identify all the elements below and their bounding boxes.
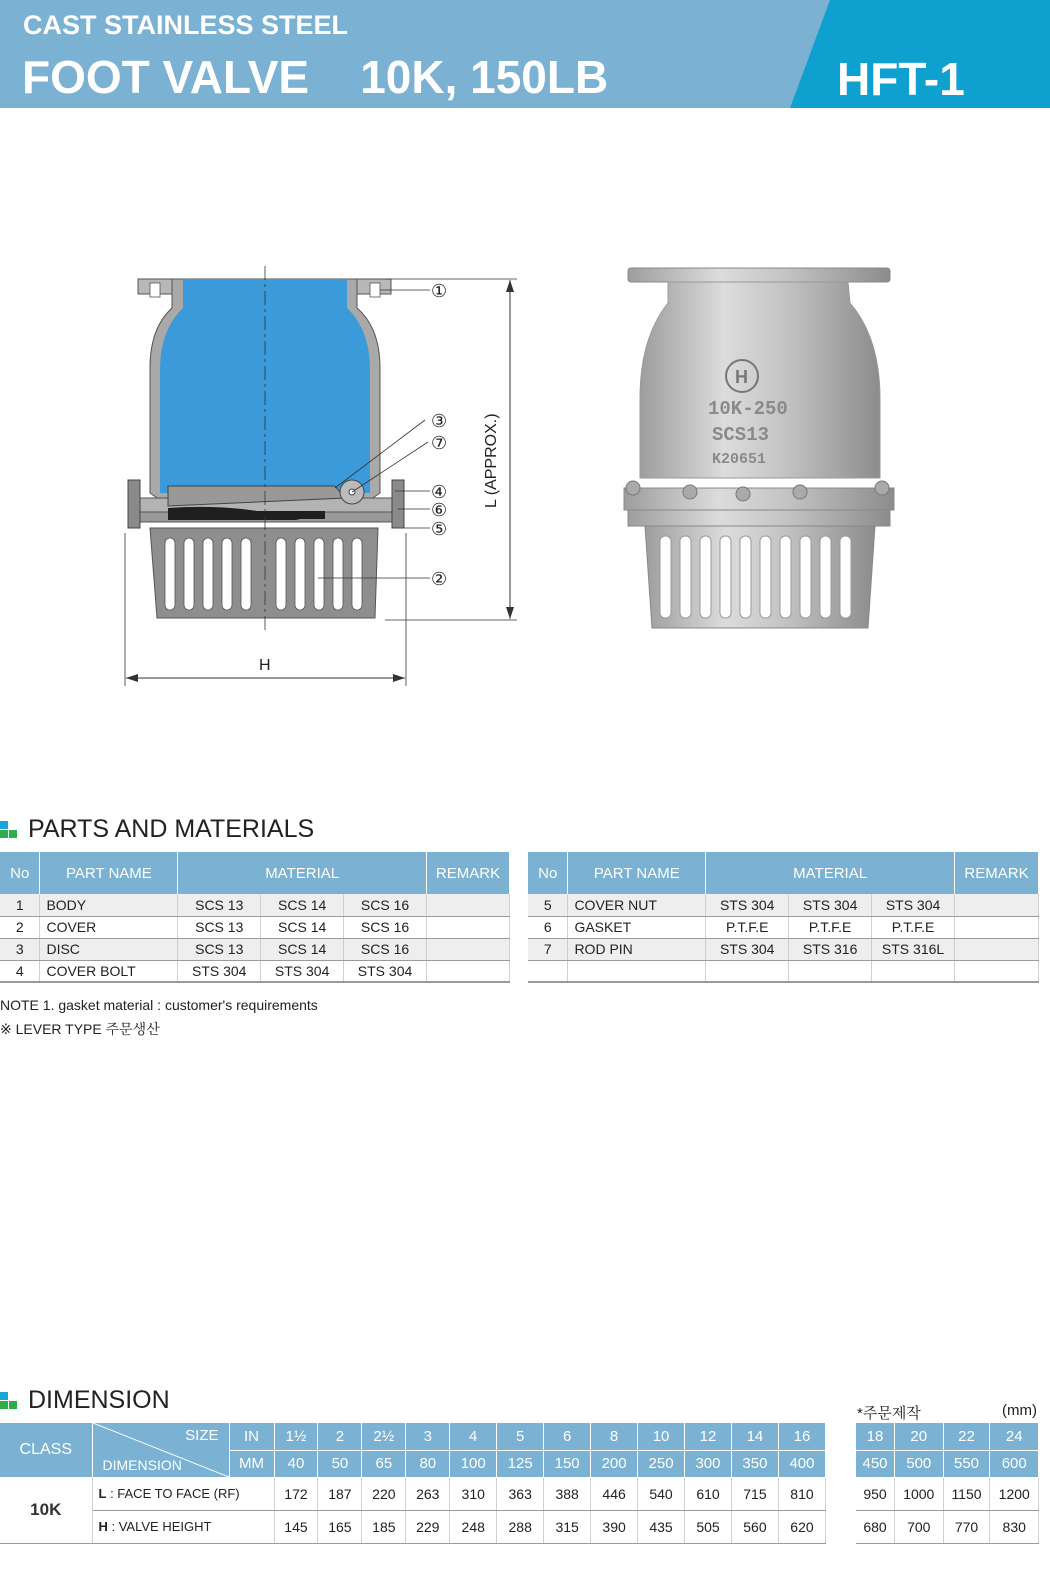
cell-remark bbox=[955, 894, 1039, 916]
cell-material: SCS 14 bbox=[261, 916, 344, 938]
dim-value: 165 bbox=[318, 1510, 362, 1543]
size-in: 12 bbox=[685, 1423, 732, 1450]
cell-remark bbox=[955, 916, 1039, 938]
col-part-name: PART NAME bbox=[568, 852, 706, 894]
dim-value: 390 bbox=[591, 1510, 638, 1543]
cell-material: P.T.F.E bbox=[706, 916, 789, 938]
row-label-l bbox=[92, 1477, 274, 1510]
dim-h-label: H bbox=[259, 657, 271, 674]
cast-mark-rating: 10K-250 bbox=[708, 398, 788, 420]
cell-material bbox=[872, 960, 955, 982]
size-dimension-header bbox=[92, 1423, 229, 1477]
dim-value: 505 bbox=[685, 1510, 732, 1543]
size-mm: 450 bbox=[856, 1450, 895, 1477]
size-mm: 65 bbox=[362, 1450, 406, 1477]
cell-material: STS 316 bbox=[789, 938, 872, 960]
table-row bbox=[0, 938, 510, 960]
col-remark: REMARK bbox=[427, 852, 510, 894]
dimension-section-title bbox=[0, 1386, 170, 1415]
size-in: 22 bbox=[943, 1423, 990, 1450]
dim-value: 620 bbox=[778, 1510, 825, 1543]
size-mm: 50 bbox=[318, 1450, 362, 1477]
dimension-label: DIMENSION bbox=[102, 1457, 182, 1473]
dim-value: 540 bbox=[638, 1477, 685, 1510]
callout-1: ① bbox=[431, 281, 448, 302]
dim-value: 830 bbox=[990, 1510, 1039, 1543]
dim-value: 187 bbox=[318, 1477, 362, 1510]
col-no: No bbox=[0, 852, 40, 894]
valve-photo bbox=[624, 268, 894, 628]
callout-6: ⑥ bbox=[431, 500, 448, 521]
dim-value: 446 bbox=[591, 1477, 638, 1510]
cell-no: 2 bbox=[0, 916, 40, 938]
size-mm: 200 bbox=[591, 1450, 638, 1477]
table-row bbox=[0, 916, 510, 938]
callout-2: ② bbox=[431, 569, 448, 590]
size-mm: 100 bbox=[450, 1450, 497, 1477]
dim-value: 145 bbox=[274, 1510, 318, 1543]
size-mm: 125 bbox=[497, 1450, 544, 1477]
dimension-table-custom bbox=[856, 1423, 1039, 1544]
size-label: SIZE bbox=[185, 1427, 219, 1444]
cell-material: STS 304 bbox=[789, 894, 872, 916]
note-lever-type: ※ LEVER TYPE 주문생산 bbox=[0, 1021, 160, 1037]
dim-value: 680 bbox=[856, 1510, 895, 1543]
cell-part: COVER bbox=[40, 916, 178, 938]
col-material: MATERIAL bbox=[706, 852, 955, 894]
cell-no: 1 bbox=[0, 894, 40, 916]
table-row bbox=[0, 894, 510, 916]
svg-text:H: H bbox=[735, 367, 748, 387]
dim-value: 700 bbox=[895, 1510, 944, 1543]
table-row bbox=[0, 1477, 826, 1510]
cell-no: 5 bbox=[528, 894, 568, 916]
dim-value: 248 bbox=[450, 1510, 497, 1543]
dim-value: 310 bbox=[450, 1477, 497, 1510]
cell-material bbox=[706, 960, 789, 982]
cell-material: STS 304 bbox=[706, 938, 789, 960]
cell-material: SCS 16 bbox=[344, 894, 427, 916]
cell-no bbox=[528, 960, 568, 982]
dim-value: 715 bbox=[731, 1477, 778, 1510]
cell-material: STS 304 bbox=[178, 960, 261, 982]
cell-remark bbox=[955, 960, 1039, 982]
cell-remark bbox=[427, 894, 510, 916]
size-mm: 80 bbox=[406, 1450, 450, 1477]
cross-section-drawing bbox=[125, 266, 517, 686]
table-row bbox=[0, 1510, 826, 1543]
custom-order-label: *주문제작 bbox=[857, 1405, 921, 1422]
cell-material: SCS 13 bbox=[178, 938, 261, 960]
dim-value: 560 bbox=[731, 1510, 778, 1543]
col-no: No bbox=[528, 852, 568, 894]
cell-material: P.T.F.E bbox=[789, 916, 872, 938]
note-gasket: NOTE 1. gasket material : customer's requirements bbox=[0, 997, 318, 1013]
cell-remark bbox=[427, 960, 510, 982]
class-value: 10K bbox=[0, 1477, 92, 1543]
section-bullet-icon bbox=[0, 821, 18, 839]
table-row bbox=[856, 1477, 1039, 1510]
dim-value: 263 bbox=[406, 1477, 450, 1510]
size-in: 6 bbox=[544, 1423, 591, 1450]
section-bullet-icon bbox=[0, 1392, 18, 1410]
size-in: 24 bbox=[990, 1423, 1039, 1450]
dim-value: 435 bbox=[638, 1510, 685, 1543]
dimension-title-text: DIMENSION bbox=[28, 1386, 170, 1414]
dim-value: 1150 bbox=[943, 1477, 990, 1510]
size-in: 8 bbox=[591, 1423, 638, 1450]
size-in: 4 bbox=[450, 1423, 497, 1450]
dim-value: 388 bbox=[544, 1477, 591, 1510]
size-mm: 40 bbox=[274, 1450, 318, 1477]
parts-title-text: PARTS AND MATERIALS bbox=[28, 815, 315, 843]
cell-material bbox=[789, 960, 872, 982]
cell-part: COVER NUT bbox=[568, 894, 706, 916]
row-desc-l: : FACE TO FACE (RF) bbox=[106, 1486, 240, 1501]
dim-value: 220 bbox=[362, 1477, 406, 1510]
cell-material: SCS 13 bbox=[178, 894, 261, 916]
size-mm: 550 bbox=[943, 1450, 990, 1477]
size-in: 5 bbox=[497, 1423, 544, 1450]
cell-no: 6 bbox=[528, 916, 568, 938]
cell-material: SCS 13 bbox=[178, 916, 261, 938]
dim-value: 610 bbox=[685, 1477, 732, 1510]
table-row bbox=[528, 938, 1039, 960]
callout-5: ⑤ bbox=[431, 519, 448, 540]
table-row bbox=[528, 894, 1039, 916]
row-label-h bbox=[92, 1510, 274, 1543]
table-row bbox=[528, 960, 1039, 982]
cell-material: STS 316L bbox=[872, 938, 955, 960]
size-mm: 600 bbox=[990, 1450, 1039, 1477]
cell-material: STS 304 bbox=[706, 894, 789, 916]
dim-l-label: L (APPROX.) bbox=[483, 413, 500, 508]
dim-value: 172 bbox=[274, 1477, 318, 1510]
size-in: 1½ bbox=[274, 1423, 318, 1450]
size-in: 10 bbox=[638, 1423, 685, 1450]
parts-table-right bbox=[528, 852, 1039, 983]
col-class: CLASS bbox=[0, 1423, 92, 1477]
cell-material: STS 304 bbox=[872, 894, 955, 916]
dim-value: 288 bbox=[497, 1510, 544, 1543]
dim-value: 1200 bbox=[990, 1477, 1039, 1510]
col-remark: REMARK bbox=[955, 852, 1039, 894]
row-key-l: L bbox=[98, 1486, 107, 1501]
cell-remark bbox=[955, 938, 1039, 960]
dim-value: 363 bbox=[497, 1477, 544, 1510]
col-part-name: PART NAME bbox=[40, 852, 178, 894]
cell-no: 7 bbox=[528, 938, 568, 960]
cast-mark-material: SCS13 bbox=[712, 424, 770, 446]
callout-7: ⑦ bbox=[431, 433, 448, 454]
size-in: 20 bbox=[895, 1423, 944, 1450]
mm-label: MM bbox=[229, 1450, 274, 1477]
cell-no: 3 bbox=[0, 938, 40, 960]
dimension-table-main bbox=[0, 1423, 826, 1544]
valve-drawings bbox=[0, 108, 1050, 808]
in-label: IN bbox=[229, 1423, 274, 1450]
dim-value: 1000 bbox=[895, 1477, 944, 1510]
size-in: 2 bbox=[318, 1423, 362, 1450]
cell-part: DISC bbox=[40, 938, 178, 960]
size-in: 3 bbox=[406, 1423, 450, 1450]
size-in: 2½ bbox=[362, 1423, 406, 1450]
dim-value: 950 bbox=[856, 1477, 895, 1510]
size-mm: 250 bbox=[638, 1450, 685, 1477]
row-key-h: H bbox=[98, 1519, 108, 1534]
size-mm: 350 bbox=[731, 1450, 778, 1477]
cell-material: SCS 14 bbox=[261, 894, 344, 916]
dim-value: 229 bbox=[406, 1510, 450, 1543]
table-row bbox=[528, 916, 1039, 938]
dim-value: 810 bbox=[778, 1477, 825, 1510]
cell-material: SCS 14 bbox=[261, 938, 344, 960]
cast-mark-code: K20651 bbox=[712, 451, 767, 468]
dim-value: 770 bbox=[943, 1510, 990, 1543]
parts-table-left bbox=[0, 852, 510, 983]
cell-material: SCS 16 bbox=[344, 938, 427, 960]
row-desc-h: : VALVE HEIGHT bbox=[107, 1519, 212, 1534]
table-row bbox=[856, 1510, 1039, 1543]
valve-diagrams-svg bbox=[0, 108, 1050, 808]
col-material: MATERIAL bbox=[178, 852, 427, 894]
size-mm: 400 bbox=[778, 1450, 825, 1477]
size-mm: 300 bbox=[685, 1450, 732, 1477]
callout-4: ④ bbox=[431, 482, 448, 503]
model-number: HFT-1 bbox=[837, 53, 965, 105]
cell-part: ROD PIN bbox=[568, 938, 706, 960]
unit-label: (mm) bbox=[1002, 1402, 1037, 1419]
cell-remark bbox=[427, 938, 510, 960]
cell-material: SCS 16 bbox=[344, 916, 427, 938]
cell-part: GASKET bbox=[568, 916, 706, 938]
cell-part: COVER BOLT bbox=[40, 960, 178, 982]
cell-part bbox=[568, 960, 706, 982]
cell-remark bbox=[427, 916, 510, 938]
size-mm: 150 bbox=[544, 1450, 591, 1477]
callout-3: ③ bbox=[431, 411, 448, 432]
header-banner bbox=[0, 0, 1050, 108]
size-in: 16 bbox=[778, 1423, 825, 1450]
cell-material: P.T.F.E bbox=[872, 916, 955, 938]
dim-value: 185 bbox=[362, 1510, 406, 1543]
cell-material: STS 304 bbox=[261, 960, 344, 982]
cell-no: 4 bbox=[0, 960, 40, 982]
dim-value: 315 bbox=[544, 1510, 591, 1543]
size-mm: 500 bbox=[895, 1450, 944, 1477]
table-row bbox=[0, 960, 510, 982]
header-title: FOOT VALVE 10K, 150LB bbox=[22, 51, 609, 103]
cell-part: BODY bbox=[40, 894, 178, 916]
parts-section-title bbox=[0, 815, 314, 844]
size-in: 14 bbox=[731, 1423, 778, 1450]
cell-material: STS 304 bbox=[344, 960, 427, 982]
header-subtitle: CAST STAINLESS STEEL bbox=[23, 10, 349, 40]
size-in: 18 bbox=[856, 1423, 895, 1450]
